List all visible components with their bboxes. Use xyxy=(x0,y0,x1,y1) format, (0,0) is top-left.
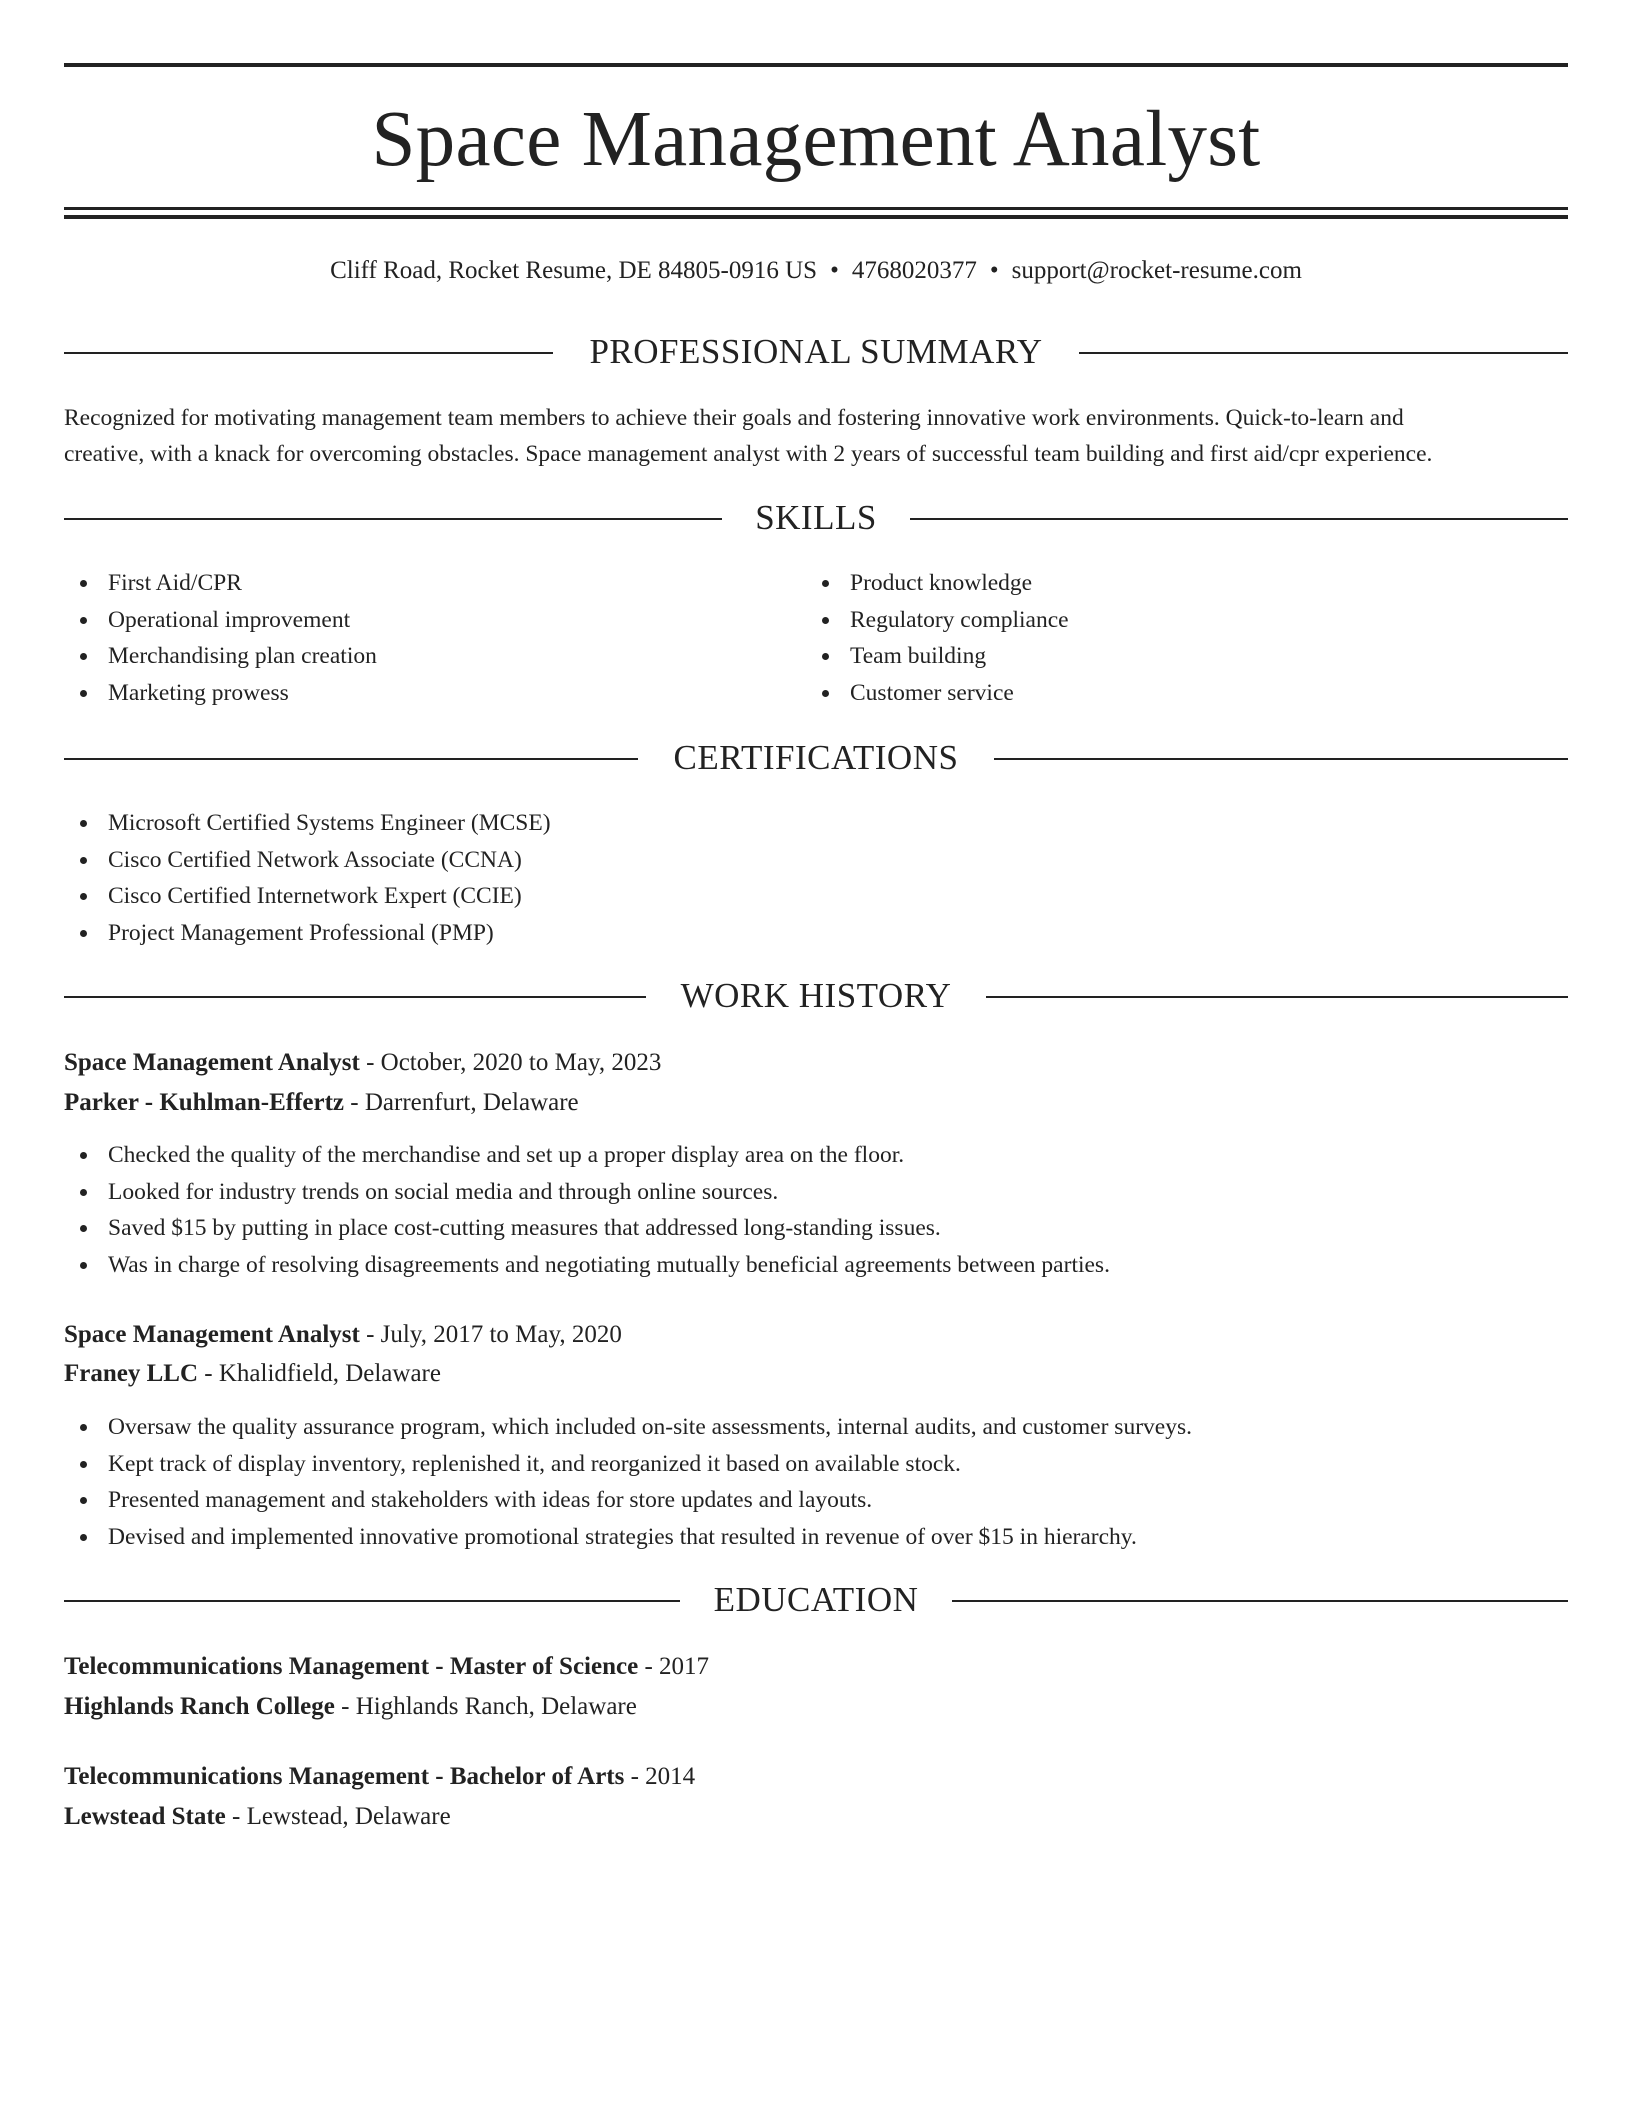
contact-email: support@rocket-resume.com xyxy=(1011,257,1302,284)
section-title-certifications: CERTIFICATIONS xyxy=(673,738,959,777)
section-title-education: EDUCATION xyxy=(713,1580,919,1619)
section-rule-right xyxy=(910,518,1568,520)
job-bullet: Saved $15 by putting in place cost-cutting measures that addressed long-standing issues. xyxy=(64,1210,1568,1247)
job-bullet: Presented management and stakeholders with ideas for store updates and layouts. xyxy=(64,1482,1568,1519)
skill-item: Product knowledge xyxy=(806,565,1506,602)
contact-address: Cliff Road, Rocket Resume, DE 84805-0916 US xyxy=(330,257,818,284)
skills-list-left xyxy=(64,565,764,711)
section-title-work: WORK HISTORY xyxy=(680,976,952,1015)
summary-line-2: creative, with a knack for overcoming obstacles. Space management analyst with 2 years of successful team building and first aid/cpr experience. xyxy=(64,441,1433,467)
job-location: - Darrenfurt, Delaware xyxy=(344,1089,579,1116)
skill-item: First Aid/CPR xyxy=(64,565,764,602)
job-company-line xyxy=(64,1084,1568,1122)
section-header-certifications xyxy=(64,736,1568,780)
job-bullet: Devised and implemented innovative promotional strategies that resulted in revenue of over $15 in hierarchy. xyxy=(64,1519,1568,1556)
education-degree-line xyxy=(64,1758,1568,1796)
section-header-education xyxy=(64,1578,1568,1622)
job-bullet: Oversaw the quality assurance program, which included on-site assessments, internal audits, and customer surveys. xyxy=(64,1409,1568,1446)
education-school-line xyxy=(64,1688,1568,1726)
job-dates: - July, 2017 to May, 2020 xyxy=(359,1321,622,1348)
skill-item: Merchandising plan creation xyxy=(64,638,764,675)
job-bullet: Kept track of display inventory, replenished it, and reorganized it based on available stock. xyxy=(64,1446,1568,1483)
skill-item: Customer service xyxy=(806,675,1506,712)
section-header-skills xyxy=(64,496,1568,540)
summary-text xyxy=(64,400,1568,472)
section-header-summary xyxy=(64,330,1568,374)
job-title-line xyxy=(64,1044,1568,1082)
education-degree: Telecommunications Management - Bachelor of Arts xyxy=(64,1763,625,1790)
certification-item: Cisco Certified Internetwork Expert (CCIE) xyxy=(64,878,1568,915)
skill-item: Team building xyxy=(806,638,1506,675)
education-degree-line xyxy=(64,1648,1568,1686)
skill-item: Marketing prowess xyxy=(64,675,764,712)
education-school: Lewstead State xyxy=(64,1803,226,1830)
section-rule-right xyxy=(994,758,1568,760)
skills-list-right xyxy=(806,565,1506,711)
education-school: Highlands Ranch College xyxy=(64,1693,335,1720)
certification-item: Microsoft Certified Systems Engineer (MCSE) xyxy=(64,805,1568,842)
skill-item: Operational improvement xyxy=(64,602,764,639)
education-year: - 2017 xyxy=(638,1653,710,1680)
job-dates: - October, 2020 to May, 2023 xyxy=(359,1049,662,1076)
certification-item: Project Management Professional (PMP) xyxy=(64,915,1568,952)
page-title: Space Management Analyst xyxy=(371,96,1261,183)
top-rule xyxy=(64,63,1568,67)
section-rule-right xyxy=(1079,352,1568,354)
section-rule-right xyxy=(986,996,1568,998)
job-company-line xyxy=(64,1355,1568,1393)
section-title-skills: SKILLS xyxy=(755,498,877,537)
contact-separator: • xyxy=(989,257,999,284)
job-title: Space Management Analyst xyxy=(64,1321,360,1348)
contact-line xyxy=(64,254,1568,288)
job-bullets xyxy=(64,1137,1568,1283)
education-year: - 2014 xyxy=(624,1763,696,1790)
education-location: - Lewstead, Delaware xyxy=(225,1803,451,1830)
contact-phone: 4768020377 xyxy=(851,257,977,284)
education-location: - Highlands Ranch, Delaware xyxy=(334,1693,637,1720)
certification-item: Cisco Certified Network Associate (CCNA) xyxy=(64,842,1568,879)
job-location: - Khalidfield, Delaware xyxy=(198,1360,441,1387)
section-header-work xyxy=(64,974,1568,1018)
certifications-list xyxy=(64,805,1568,951)
contact-separator: • xyxy=(830,257,839,284)
section-rule-right xyxy=(952,1600,1568,1602)
job-bullet: Looked for industry trends on social media and through online sources. xyxy=(64,1174,1568,1211)
section-title-summary: PROFESSIONAL SUMMARY xyxy=(589,332,1043,371)
job-bullet: Was in charge of resolving disagreements and negotiating mutually beneficial agreements between parties. xyxy=(64,1247,1568,1284)
job-company: Franey LLC xyxy=(64,1360,199,1387)
summary-line-1: Recognized for motivating management team members to achieve their goals and fostering innovative work environments. Quick-to-learn and xyxy=(64,405,1404,431)
job-title: Space Management Analyst xyxy=(64,1049,360,1076)
job-title-line xyxy=(64,1316,1568,1354)
skill-item: Regulatory compliance xyxy=(806,602,1506,639)
job-bullets xyxy=(64,1409,1568,1555)
job-company: Parker - Kuhlman-Effertz xyxy=(64,1089,345,1116)
job-bullet: Checked the quality of the merchandise and set up a proper display area on the floor. xyxy=(64,1137,1568,1174)
title-double-rule xyxy=(64,207,1568,219)
education-degree: Telecommunications Management - Master of Science xyxy=(64,1653,639,1680)
education-school-line xyxy=(64,1798,1568,1836)
